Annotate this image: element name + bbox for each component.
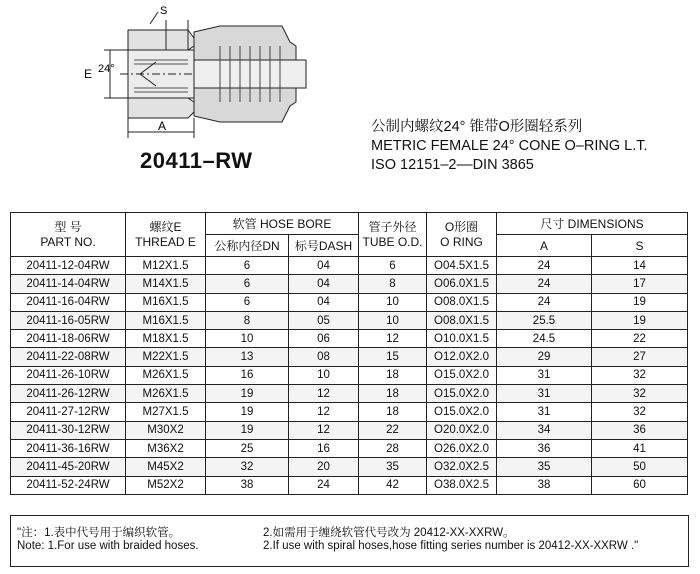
cell-s: 27: [592, 348, 688, 366]
cell-oring: O06.0X1.5: [427, 275, 497, 293]
cell-oring: O08.0X1.5: [427, 311, 497, 329]
cell-tube-od: 28: [359, 439, 427, 457]
description: [371, 118, 648, 175]
cell-s: 19: [592, 293, 688, 311]
cell-dash: 06: [289, 330, 359, 348]
cell-thread: M26X1.5: [126, 385, 206, 403]
cell-dn: 38: [206, 476, 289, 494]
cell-s: 22: [592, 330, 688, 348]
table-row: [11, 366, 688, 384]
cell-dash: 05: [289, 311, 359, 329]
cell-oring: O12.0X2.0: [427, 348, 497, 366]
header-part-no-en: PART NO.: [40, 234, 96, 249]
cell-part-no: 20411-18-06RW: [11, 330, 126, 348]
cell-dn: 16: [206, 366, 289, 384]
cell-tube-od: 6: [359, 257, 427, 275]
cell-dash: 04: [289, 257, 359, 275]
table-row: [11, 439, 688, 457]
cell-s: 14: [592, 257, 688, 275]
cell-thread: M26X1.5: [126, 366, 206, 384]
cell-dash: 12: [289, 385, 359, 403]
header-oring-cn: O形圈: [444, 219, 479, 234]
cell-tube-od: 35: [359, 458, 427, 476]
table-row: [11, 311, 688, 329]
cell-dash: 24: [289, 476, 359, 494]
header-dash: 标号DASH: [289, 235, 359, 257]
cell-thread: M27X1.5: [126, 403, 206, 421]
cell-a: 24.5: [497, 330, 592, 348]
cell-oring: O15.0X2.0: [427, 403, 497, 421]
cell-dash: 12: [289, 403, 359, 421]
cell-s: 36: [592, 421, 688, 439]
cell-oring: O10.0X1.5: [427, 330, 497, 348]
header-part-no-cn: 型 号: [54, 219, 82, 234]
table-row: [11, 330, 688, 348]
cell-dn: 6: [206, 293, 289, 311]
cell-a: 29: [497, 348, 592, 366]
cell-dash: 12: [289, 421, 359, 439]
cell-s: 60: [592, 476, 688, 494]
cell-a: 38: [497, 476, 592, 494]
cell-a: 34: [497, 421, 592, 439]
header-thread: [126, 213, 206, 257]
cell-tube-od: 18: [359, 385, 427, 403]
cell-part-no: 20411-26-10RW: [11, 366, 126, 384]
cell-oring: O20.0X2.0: [427, 421, 497, 439]
cell-part-no: 20411-12-04RW: [11, 257, 126, 275]
cell-part-no: 20411-22-08RW: [11, 348, 126, 366]
table-row: [11, 348, 688, 366]
cell-a: 24: [497, 275, 592, 293]
description-en: METRIC FEMALE 24° CONE O–RING L.T.: [371, 138, 648, 154]
cell-tube-od: 18: [359, 403, 427, 421]
cell-tube-od: 15: [359, 348, 427, 366]
cell-dn: 25: [206, 439, 289, 457]
label-angle: 24°: [98, 63, 115, 75]
cell-thread: M14X1.5: [126, 275, 206, 293]
label-a: A: [158, 119, 167, 133]
header-part-no: [11, 213, 126, 257]
cell-dn: 10: [206, 330, 289, 348]
cell-thread: M30X2: [126, 421, 206, 439]
table-row: [11, 275, 688, 293]
cell-oring: O04.5X1.5: [427, 257, 497, 275]
cell-thread: M45X2: [126, 458, 206, 476]
cell-oring: O38.0X2.5: [427, 476, 497, 494]
cell-dash: 04: [289, 293, 359, 311]
cell-part-no: 20411-52-24RW: [11, 476, 126, 494]
header-hose-bore: 软管 HOSE BORE: [206, 213, 359, 235]
cell-a: 36: [497, 439, 592, 457]
header-oring: [427, 213, 497, 257]
table-row: [11, 403, 688, 421]
cell-part-no: 20411-30-12RW: [11, 421, 126, 439]
header-a: A: [497, 235, 592, 257]
cell-dn: 32: [206, 458, 289, 476]
header-s: S: [592, 235, 688, 257]
cell-dn: 19: [206, 385, 289, 403]
note-cn-2: 2.如需用于缠绕软管代号改为 20412-XX-XXRW。: [263, 527, 515, 539]
cell-tube-od: 22: [359, 421, 427, 439]
part-number-title: 20411–RW: [140, 148, 253, 173]
cell-thread: M36X2: [126, 439, 206, 457]
cell-tube-od: 8: [359, 275, 427, 293]
cell-oring: O26.0X2.0: [427, 439, 497, 457]
cell-part-no: 20411-27-12RW: [11, 403, 126, 421]
table-row: [11, 293, 688, 311]
note-en-1: Note: 1.For use with braided hoses.: [17, 540, 199, 552]
cell-a: 25.5: [497, 311, 592, 329]
cell-s: 32: [592, 403, 688, 421]
cell-tube-od: 12: [359, 330, 427, 348]
cell-dn: 19: [206, 403, 289, 421]
cell-thread: M16X1.5: [126, 311, 206, 329]
cell-s: 50: [592, 458, 688, 476]
cell-dn: 13: [206, 348, 289, 366]
label-s: S: [160, 5, 168, 17]
cell-a: 31: [497, 385, 592, 403]
cell-a: 35: [497, 458, 592, 476]
cell-oring: O15.0X2.0: [427, 366, 497, 384]
note-en-2: 2.If use with spiral hoses,hose fitting series number is 20412-XX-XXRW .": [263, 540, 639, 552]
cell-tube-od: 10: [359, 293, 427, 311]
header-oring-en: O RING: [440, 234, 483, 249]
cell-dn: 6: [206, 257, 289, 275]
cell-dash: 20: [289, 458, 359, 476]
notes-box: [10, 515, 689, 567]
cell-tube-od: 18: [359, 366, 427, 384]
cell-s: 32: [592, 385, 688, 403]
description-standard: ISO 12151–2––DIN 3865: [371, 157, 534, 173]
cell-tube-od: 10: [359, 311, 427, 329]
table-row: [11, 421, 688, 439]
label-e: E: [84, 67, 93, 81]
cell-a: 24: [497, 293, 592, 311]
cell-tube-od: 42: [359, 476, 427, 494]
cell-thread: M12X1.5: [126, 257, 206, 275]
fitting-drawing: [70, 2, 310, 142]
description-cn: 公制内螺纹24° 锥带O形圈轻系列: [371, 119, 583, 135]
header-tube-od-cn: 管子外径: [368, 219, 417, 234]
header-tube-od-en: TUBE O.D.: [362, 234, 423, 249]
cell-a: 31: [497, 403, 592, 421]
table-row: [11, 458, 688, 476]
cell-oring: O08.0X1.5: [427, 293, 497, 311]
cell-dn: 6: [206, 275, 289, 293]
note-cn-1: "注：1.表中代号用于编织软管。: [17, 527, 181, 539]
header-dimensions: 尺寸 DIMENSIONS: [497, 213, 688, 235]
cell-dash: 16: [289, 439, 359, 457]
header-dn: 公称内径DN: [206, 235, 289, 257]
cell-s: 17: [592, 275, 688, 293]
header-tube-od: [359, 213, 427, 257]
cell-part-no: 20411-26-12RW: [11, 385, 126, 403]
cell-oring: O15.0X2.0: [427, 385, 497, 403]
header-thread-en: THREAD E: [135, 234, 196, 249]
table-row: [11, 385, 688, 403]
cell-part-no: 20411-36-16RW: [11, 439, 126, 457]
cell-part-no: 20411-14-04RW: [11, 275, 126, 293]
cell-dash: 04: [289, 275, 359, 293]
cell-thread: M22X1.5: [126, 348, 206, 366]
cell-oring: O32.0X2.5: [427, 458, 497, 476]
cell-dn: 19: [206, 421, 289, 439]
cell-part-no: 20411-16-05RW: [11, 311, 126, 329]
cell-s: 19: [592, 311, 688, 329]
header-thread-cn: 螺纹E: [149, 219, 182, 234]
cell-thread: M18X1.5: [126, 330, 206, 348]
table-row: [11, 257, 688, 275]
cell-thread: M16X1.5: [126, 293, 206, 311]
table-row: [11, 476, 688, 494]
table-body: [11, 257, 688, 495]
cell-dn: 8: [206, 311, 289, 329]
cell-a: 31: [497, 366, 592, 384]
cell-dash: 10: [289, 366, 359, 384]
spec-table: [10, 212, 688, 495]
cell-a: 24: [497, 257, 592, 275]
cell-s: 32: [592, 366, 688, 384]
cell-part-no: 20411-16-04RW: [11, 293, 126, 311]
cell-dash: 08: [289, 348, 359, 366]
cell-thread: M52X2: [126, 476, 206, 494]
cell-part-no: 20411-45-20RW: [11, 458, 126, 476]
cell-s: 41: [592, 439, 688, 457]
